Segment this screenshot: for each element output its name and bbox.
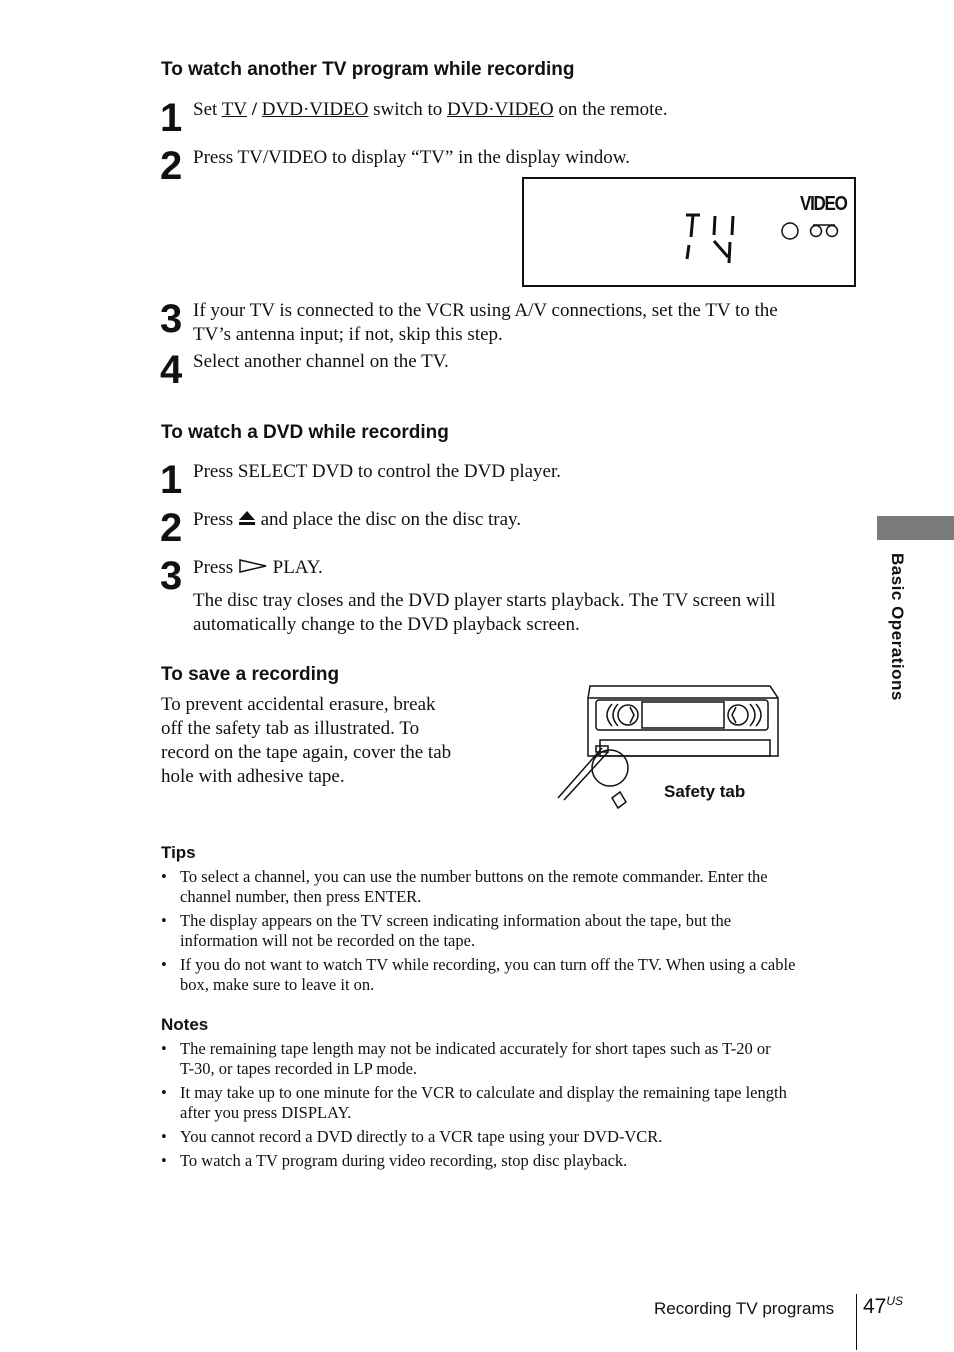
text-line: T-30, or tapes recorded in LP mode. [180, 1059, 418, 1078]
side-tab-label-container [883, 553, 907, 733]
text-run: Press [193, 557, 238, 578]
bullet: • [161, 1039, 167, 1058]
text-line: To select a channel, you can use the number buttons on the remote commander. Enter the [180, 867, 768, 886]
text-run: Press [193, 509, 238, 530]
step-number: 1 [160, 458, 183, 502]
step-text: Select another channel on the TV. [193, 351, 449, 372]
bullet: • [161, 867, 167, 886]
step-text [193, 508, 521, 532]
step-text: Press SELECT DVD to control the DVD player. [193, 461, 561, 482]
step-followup-text [193, 589, 776, 637]
text-line: The display appears on the TV screen indicating information about the tape, but the [180, 911, 732, 930]
text-line: hole with adhesive tape. [161, 766, 345, 787]
display-char-v [714, 216, 733, 263]
note-item [161, 1083, 861, 1123]
text-run: switch to [368, 99, 448, 120]
footer-section: Recording TV programs [654, 1299, 835, 1318]
note-item [161, 1039, 861, 1079]
switch-label-dvd-video-target: DVD·VIDEO [447, 99, 554, 120]
section-heading-watch-tv: To watch another TV program while recording [161, 59, 575, 80]
step-number: 1 [160, 96, 183, 140]
display-window [522, 177, 856, 287]
text-run: PLAY. [267, 557, 323, 578]
step-text [193, 98, 668, 122]
note-item [161, 1151, 861, 1171]
notes-heading: Notes [161, 1015, 209, 1034]
switch-label-tv: TV [221, 99, 248, 120]
play-icon [238, 558, 268, 574]
bullet: • [161, 1083, 167, 1102]
record-indicator-icon [782, 223, 798, 239]
text-line: information will not be recorded on the tape. [180, 931, 476, 950]
footer-divider [856, 1294, 857, 1350]
step-text [193, 299, 778, 347]
tip-item [161, 867, 861, 907]
section-heading-save-recording: To save a recording [161, 664, 340, 685]
text-line: If you do not want to watch TV while recording, you can turn off the TV. When using a cable [180, 955, 796, 974]
bullet: • [161, 911, 167, 930]
display-char-t [686, 215, 700, 259]
step-text [193, 556, 323, 580]
page-number-value: 47 [863, 1295, 887, 1318]
text-line: after you press DISPLAY. [180, 1103, 352, 1122]
text-line: The remaining tape length may not be indicated accurately for short tapes such as T-20 or [180, 1039, 771, 1058]
text-line: To prevent accidental erasure, break [161, 694, 436, 715]
text-line: You cannot record a DVD directly to a VCR tape using your DVD-VCR. [180, 1127, 663, 1146]
bullet: • [161, 1151, 167, 1170]
page-number [863, 1294, 903, 1319]
text-run: Set [193, 99, 222, 120]
text-run: and place the disc on the disc tray. [255, 509, 522, 530]
text-line: It may take up to one minute for the VCR to calculate and display the remaining tape length [180, 1083, 787, 1102]
text-line: channel number, then press ENTER. [180, 887, 422, 906]
switch-label-dvd-video: DVD·VIDEO [261, 99, 369, 120]
text-line: TV’s antenna input; if not, skip this step. [193, 324, 503, 345]
step-number: 4 [160, 348, 183, 392]
section-heading-watch-dvd: To watch a DVD while recording [161, 422, 449, 443]
text-run: / [247, 99, 262, 120]
tip-item [161, 955, 861, 995]
text-line: automatically change to the DVD playback screen. [193, 614, 580, 635]
step-number: 2 [160, 144, 183, 188]
bullet: • [161, 955, 167, 974]
tip-item [161, 911, 861, 951]
bullet: • [161, 1127, 167, 1146]
text-line: The disc tray closes and the DVD player starts playback. The TV screen will [193, 590, 776, 611]
step-number: 2 [160, 506, 183, 550]
tips-heading: Tips [161, 843, 196, 862]
step-number: 3 [160, 554, 183, 598]
safety-tab-label: Safety tab [664, 782, 746, 801]
cassette-indicator-icon [811, 225, 838, 237]
text-run: on the remote. [553, 99, 668, 120]
display-segments [524, 179, 854, 285]
note-item [161, 1127, 861, 1147]
eject-icon [238, 510, 256, 526]
page-suffix: US [886, 1294, 904, 1308]
save-recording-text [161, 693, 451, 789]
text-line: record on the tape again, cover the tab [161, 742, 452, 763]
step-text: Press TV/VIDEO to display “TV” in the display window. [193, 147, 630, 168]
side-tab-marker [877, 516, 954, 540]
text-line: If your TV is connected to the VCR using A/V connections, set the TV to the [193, 300, 778, 321]
text-line: To watch a TV program during video recording, stop disc playback. [180, 1151, 628, 1170]
text-line: off the safety tab as illustrated. To [161, 718, 420, 739]
side-tab-label: Basic Operations [888, 553, 907, 701]
text-line: box, make sure to leave it on. [180, 975, 375, 994]
video-indicator: VIDEO [800, 193, 847, 215]
step-number: 3 [160, 297, 183, 341]
